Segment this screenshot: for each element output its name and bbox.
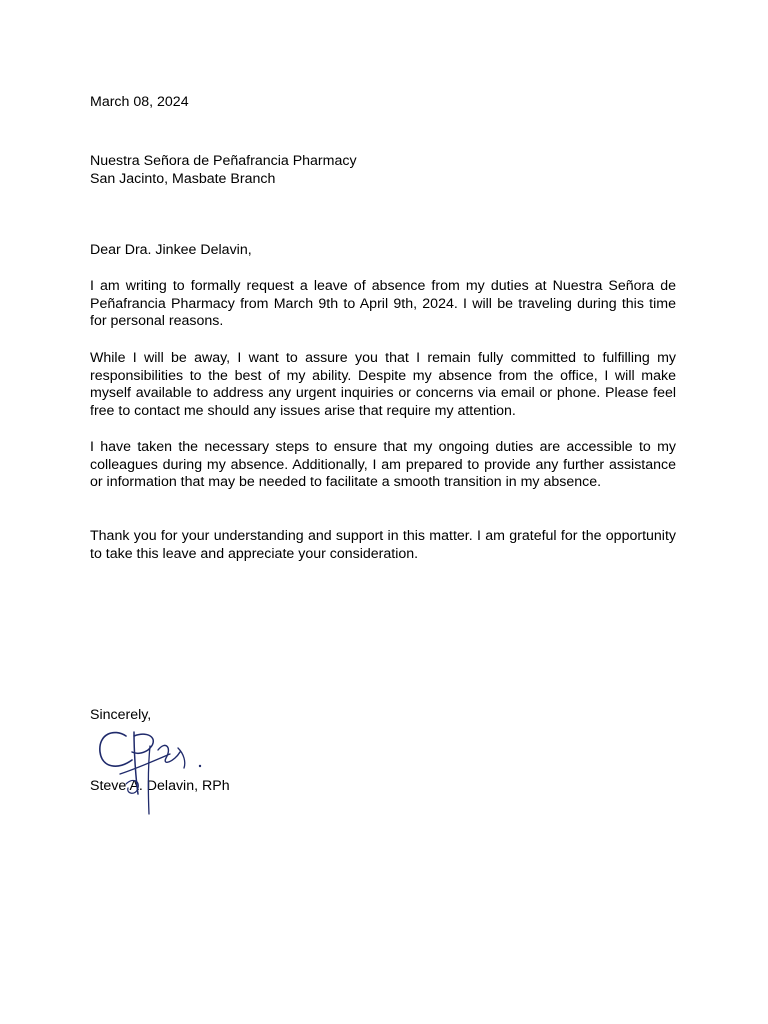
body-paragraph-2: While I will be away, I want to assure you that I remain fully committed to fulfilling my responsibilities to the best of my ability. Despite my absence from the office, I will make myself available to address any urgent inquiries or concerns via email or phone. Please feel free to contact me should any issues arise that require my attention. — [90, 350, 676, 419]
signature-dot — [199, 765, 201, 767]
signature — [96, 724, 216, 816]
signature-stroke-c — [100, 733, 132, 767]
salutation: Dear Dra. Jinkee Delavin, — [90, 242, 252, 258]
closing: Sincerely, — [90, 707, 152, 723]
recipient-line-1: Nuestra Señora de Peñafrancia Pharmacy — [90, 153, 357, 169]
signature-stroke-descender — [148, 746, 150, 814]
body-paragraph-1: I am writing to formally request a leave of absence from my duties at Nuestra Señora de Peñafrancia Pharmacy from March 9th to April 9th, 2024. I will be traveling during this time for personal reasons. — [90, 278, 676, 330]
signature-image — [96, 724, 216, 816]
letter-date: March 08, 2024 — [90, 94, 189, 110]
recipient-line-2: San Jacinto, Masbate Branch — [90, 171, 276, 187]
signature-stroke-swash — [120, 754, 170, 774]
signature-stroke-tail — [178, 748, 185, 768]
body-paragraph-4: Thank you for your understanding and support in this matter. I am grateful for the opportunity to take this leave and appreciate your consideration. — [90, 528, 676, 562]
body-paragraph-3: I have taken the necessary steps to ensure that my ongoing duties are accessible to my colleagues during my absence. Additionally, I am prepared to provide any further assistance or information that may be needed to facilitate a smooth transition in my absence. — [90, 439, 676, 491]
signature-stroke-p-stem — [134, 732, 138, 794]
signature-name: Steve A. Delavin, RPh — [90, 778, 230, 794]
signature-strokes — [100, 732, 185, 814]
